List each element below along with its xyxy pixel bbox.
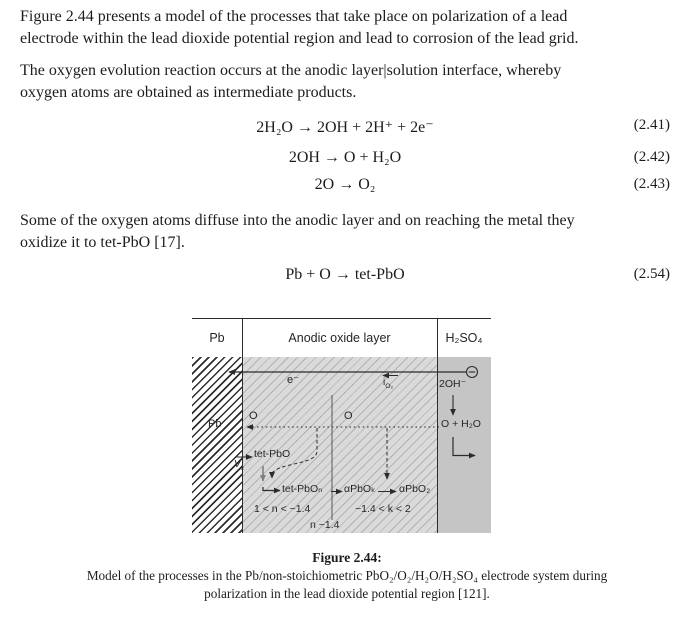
paragraph1-line1: Figure 2.44 presents a model of the processes that take place on polarization of a lead [20,8,568,25]
paragraph2-line1: The oxygen evolution reaction occurs at the anodic layer|solution interface, whereby [20,62,562,79]
equation-254-number: (2.54) [633,266,670,282]
oxygen-label-2: O [344,410,353,422]
paragraph1-line2: electrode within the lead dioxide potential region and lead to corrosion of the lead grid. [20,30,579,47]
header-pb: Pb [209,330,225,345]
lead-label: Pb [208,418,222,430]
oxygen-label-1: O [249,410,258,422]
equation-241-formula: 2H₂O → 2OH + 2H⁺ + 2e⁻ [256,119,434,136]
alphapbok-label: αPbOₖ [344,483,376,495]
equation-242 [20,149,670,169]
figure-caption-line1: Model of the processes in the Pb/non-stoichiometric PbO₂/O₂/H₂O/H₂SO₄ electrode system during [86,568,608,583]
tetpbo-label: tet-PbO [254,448,291,460]
equation-242-formula: 2OH → O + H₂O [288,149,402,166]
figure-2-44-diagram [192,318,491,533]
figure-caption-title: Figure 2.44: [312,550,382,565]
electron-label: e⁻ [287,374,299,386]
equation-243-formula: 2O → O₂ [314,176,376,193]
corrosion-rate-label [234,460,244,472]
equation-241 [20,117,670,137]
io2-base: i [383,377,386,388]
equation-254-formula: Pb + O → tet-PbO [285,266,405,283]
equation-243 [20,176,670,196]
header-h2so4: H₂SO₄ [445,330,483,345]
equation-242-number: (2.42) [633,149,670,165]
io2-subscript: O₂ [385,383,394,390]
k-range-label: ~1.4 < k < 2 [355,503,411,515]
vc-subscript: c [240,465,245,472]
alphapbo2-label: αPbO₂ [399,483,431,495]
header-anodic-oxide-layer: Anodic oxide layer [288,330,391,345]
equation-254 [20,266,670,286]
tetpbon-corner-arrow [263,487,280,491]
n-value-label: n ~1.4 [310,519,340,531]
figure-caption-line2: polarization in the lead dioxide potential region [121]. [204,586,490,601]
paragraph3-line2: oxidize it to tet-PbO [17]. [20,234,185,251]
n-range-label: 1 < n < ~1.4 [254,503,311,515]
paragraph3-line1: Some of the oxygen atoms diffuse into the anodic layer and on reaching the metal they [20,212,575,229]
hydroxide-label: 2OH⁻ [439,378,467,390]
equation-243-number: (2.43) [633,176,670,192]
oxygen-water-label: O + H₂O [441,418,481,430]
paragraph2-line2: oxygen atoms are obtained as intermediate products. [20,84,357,101]
water-release-elbow-arrow [453,437,475,456]
tetpbon-label: tet-PbOₙ [282,483,323,495]
equation-241-number: (2.41) [633,117,670,133]
io2-current-label [383,378,393,390]
vc-base: V [234,459,241,470]
